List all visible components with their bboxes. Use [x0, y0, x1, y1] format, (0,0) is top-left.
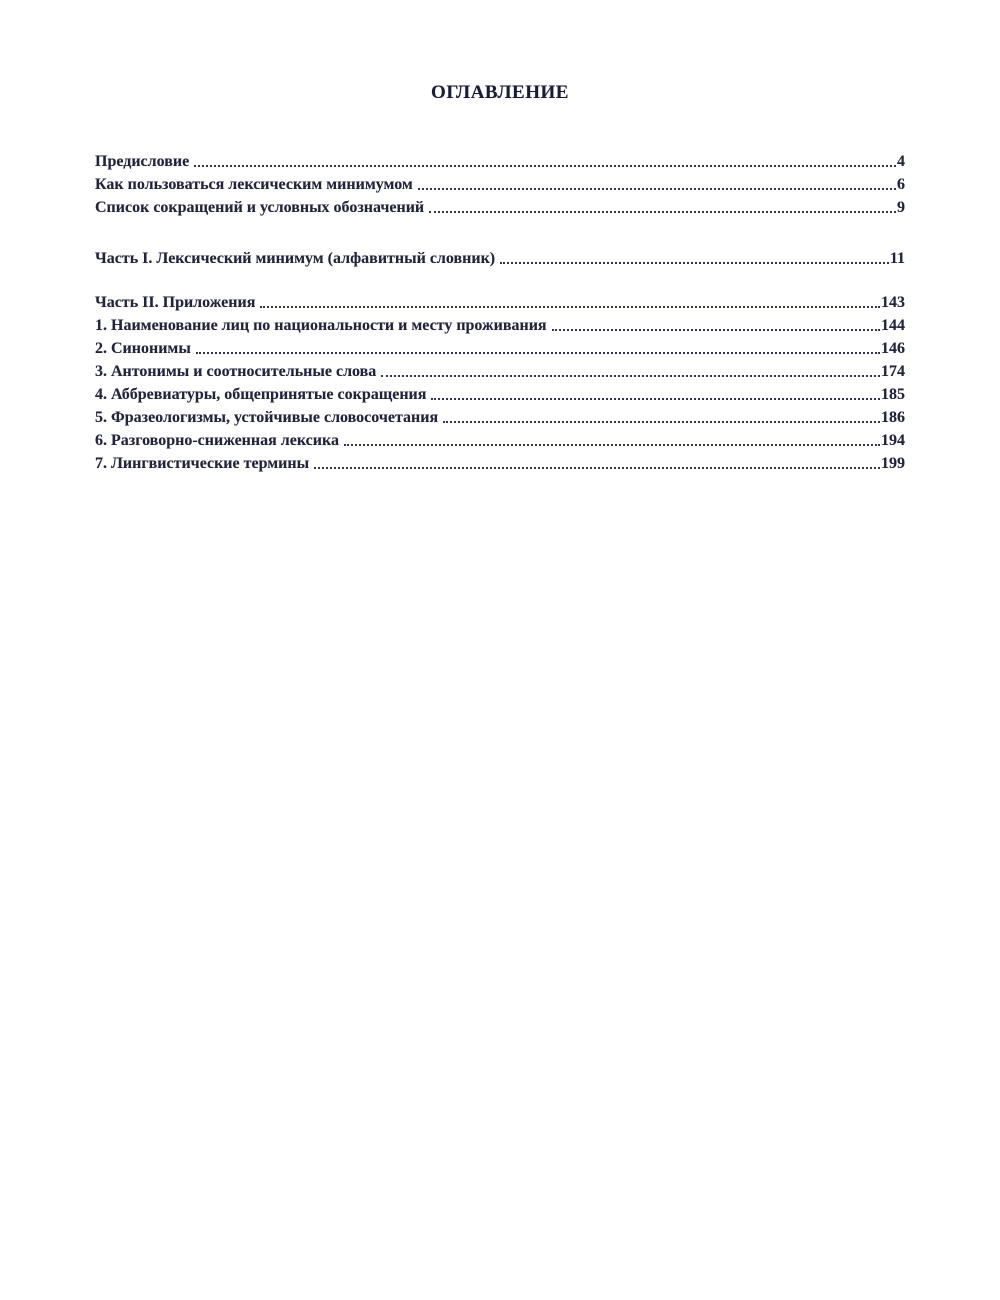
dot-leader — [260, 306, 880, 308]
toc-entry-page-number: 11 — [889, 250, 905, 267]
toc-entry — [95, 194, 905, 217]
toc-entry-label: 1. Наименование лиц по национальности и месту проживания — [95, 317, 547, 334]
toc-entry-label: Список сокращений и условных обозначений — [95, 199, 425, 216]
toc-entry-label: Часть II. Приложения — [95, 294, 256, 311]
toc-entry-label: 3. Антонимы и соотносительные слова — [95, 363, 377, 380]
toc-entry — [95, 381, 905, 404]
toc-entry-page-number: 9 — [897, 199, 905, 216]
toc-entry-label: 5. Фразеологизмы, устойчивые словосочетания — [95, 409, 439, 426]
dot-leader — [431, 398, 880, 400]
toc-entry-page-number: 185 — [881, 386, 905, 403]
toc-entry — [95, 335, 905, 358]
toc-entry-label: Часть I. Лексический минимум (алфавитный словник) — [95, 250, 496, 267]
toc-entry-label: 2. Синонимы — [95, 340, 191, 357]
table-of-contents — [95, 148, 905, 473]
toc-entry — [95, 289, 905, 312]
toc-section-part-one — [95, 245, 905, 268]
toc-entry-page-number: 199 — [881, 455, 905, 472]
toc-section-front-matter — [95, 148, 905, 217]
dot-leader — [194, 165, 896, 167]
dot-leader — [344, 444, 880, 446]
toc-entry-label: 6. Разговорно-сниженная лексика — [95, 432, 339, 449]
toc-entry — [95, 450, 905, 473]
toc-entry-page-number: 174 — [881, 363, 905, 380]
toc-entry — [95, 427, 905, 450]
toc-entry — [95, 148, 905, 171]
toc-entry — [95, 171, 905, 194]
dot-leader — [429, 211, 896, 213]
page-title: ОГЛАВЛЕНИЕ — [431, 82, 569, 103]
dot-leader — [443, 421, 880, 423]
toc-entry-label: Предисловие — [95, 153, 190, 170]
toc-entry — [95, 312, 905, 335]
toc-entry-label: Как пользоваться лексическим минимумом — [95, 176, 413, 193]
toc-entry — [95, 245, 905, 268]
toc-entry-label: 4. Аббревиатуры, общепринятые сокращения — [95, 386, 427, 403]
toc-entry-label: 7. Лингвистические термины — [95, 455, 310, 472]
toc-entry-page-number: 146 — [881, 340, 905, 357]
toc-entry — [95, 404, 905, 427]
toc-entry-page-number: 144 — [881, 317, 905, 334]
toc-entry-page-number: 6 — [897, 176, 905, 193]
dot-leader — [314, 467, 880, 469]
toc-entry — [95, 358, 905, 381]
dot-leader — [196, 352, 880, 354]
dot-leader — [381, 375, 880, 377]
dot-leader — [500, 262, 889, 264]
toc-section-part-two — [95, 289, 905, 473]
dot-leader — [552, 329, 880, 331]
toc-entry-page-number: 194 — [881, 432, 905, 449]
dot-leader — [418, 188, 896, 190]
toc-entry-page-number: 4 — [897, 153, 905, 170]
toc-entry-page-number: 143 — [881, 294, 905, 311]
toc-entry-page-number: 186 — [881, 409, 905, 426]
